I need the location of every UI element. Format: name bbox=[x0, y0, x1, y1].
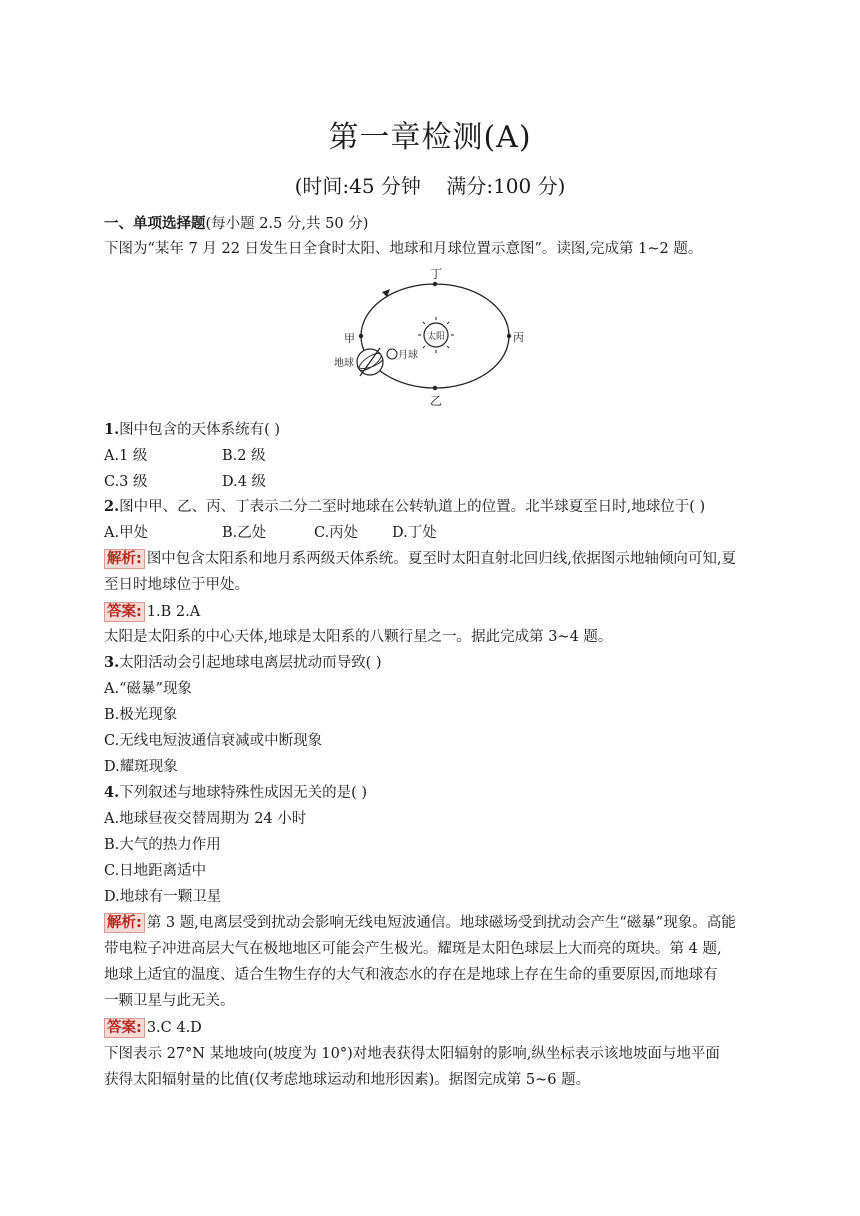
position-yi-dot bbox=[433, 386, 437, 390]
question-number: 4. bbox=[104, 784, 120, 801]
analysis-tag: 解析: bbox=[104, 549, 145, 569]
orbit-diagram bbox=[330, 262, 540, 412]
option-c: C.丙处 bbox=[314, 525, 359, 541]
label-jia: 甲 bbox=[344, 332, 355, 345]
label-yi: 乙 bbox=[430, 394, 443, 408]
option-d: D.丁处 bbox=[392, 525, 437, 541]
analysis-1-line-2: 至日时地球位于甲处。 bbox=[104, 577, 249, 593]
intro-q1-2: 下图为“某年 7 月 22 日发生日全食时太阳、地球和月球位置示意图”。读图,完成第 1~2 题。 bbox=[104, 241, 703, 257]
option-d: D.耀斑现象 bbox=[104, 759, 178, 775]
question-4 bbox=[104, 780, 756, 806]
option-a: A.“磁暴”现象 bbox=[104, 681, 192, 697]
question-2 bbox=[104, 494, 756, 520]
label-earth: 地球 bbox=[334, 358, 354, 369]
option-b: B.乙处 bbox=[222, 525, 267, 541]
option-b: B.2 级 bbox=[222, 448, 266, 464]
analysis-2-line-1 bbox=[104, 910, 756, 936]
analysis-tag: 解析: bbox=[104, 913, 145, 933]
question-stem: 图中包含的天体系统有( ) bbox=[119, 422, 281, 438]
option-c: C.无线电短波通信衰减或中断现象 bbox=[104, 733, 323, 749]
intro-q5-6-line-2: 获得太阳辐射量的比值(仅考虑地球运动和地形因素)。据图完成第 5~6 题。 bbox=[104, 1072, 591, 1088]
option-a: A.1 级 bbox=[104, 448, 148, 464]
option-a: A.地球昼夜交替周期为 24 小时 bbox=[104, 811, 307, 827]
question-number: 1. bbox=[104, 421, 120, 438]
moon-icon bbox=[387, 349, 397, 359]
analysis-2-line-4: 一颗卫星与此无关。 bbox=[104, 993, 235, 1009]
label-moon: 月球 bbox=[398, 350, 418, 361]
intro-q5-6-line-1: 下图表示 27°N 某地坡向(坡度为 10°)对地表获得太阳辐射的影响,纵坐标表示该地坡面与地平面 bbox=[104, 1046, 720, 1062]
option-c: C.日地距离适中 bbox=[104, 863, 207, 879]
analysis-2-line-3: 地球上适宜的温度、适合生物生存的大气和液态水的存在是地球上存在生命的重要原因,而地球有 bbox=[104, 967, 718, 983]
position-ding-dot bbox=[433, 282, 437, 286]
option-d: D.4 级 bbox=[222, 474, 267, 490]
option-a: A.甲处 bbox=[104, 525, 149, 541]
section-note: (每小题 2.5 分,共 50 分) bbox=[205, 216, 369, 232]
option-b: B.极光现象 bbox=[104, 707, 178, 723]
section-heading bbox=[104, 211, 756, 237]
option-d: D.地球有一颗卫星 bbox=[104, 889, 222, 905]
earth-icon bbox=[356, 348, 383, 376]
answer-2 bbox=[104, 1015, 756, 1041]
question-stem: 图中甲、乙、丙、丁表示二分二至时地球在公转轨道上的位置。北半球夏至日时,地球位于( ) bbox=[119, 499, 706, 515]
label-ding: 丁 bbox=[430, 267, 443, 281]
answer-text: 1.B 2.A bbox=[146, 604, 201, 620]
question-1 bbox=[104, 417, 756, 443]
question-number: 3. bbox=[104, 654, 120, 671]
answer-tag: 答案: bbox=[104, 602, 145, 622]
question-1-options-row1 bbox=[104, 443, 756, 469]
analysis-2-line-2: 带电粒子冲进高层大气在极地地区可能会产生极光。耀斑是太阳色球层上大而亮的斑块。第 4 题, bbox=[104, 941, 722, 957]
question-3 bbox=[104, 650, 756, 676]
option-c: C.3 级 bbox=[104, 474, 148, 490]
answer-1 bbox=[104, 599, 756, 625]
exam-time-score: (时间:45 分钟 满分:100 分) bbox=[294, 174, 566, 198]
analysis-text: 第 3 题,电离层受到扰动会影响无线电短波通信。地球磁场受到扰动会产生“磁暴”现象。高能 bbox=[146, 915, 736, 931]
question-stem: 太阳活动会引起地球电离层扰动而导致( ) bbox=[119, 655, 382, 671]
question-2-options bbox=[104, 520, 756, 546]
option-b: B.大气的热力作用 bbox=[104, 837, 221, 853]
question-1-options-row2 bbox=[104, 469, 756, 495]
position-jia-dot bbox=[359, 334, 363, 338]
answer-text: 3.C 4.D bbox=[146, 1020, 202, 1036]
position-bing-dot bbox=[507, 334, 511, 338]
section-title: 一、单项选择题 bbox=[104, 216, 206, 232]
analysis-1-line-1 bbox=[104, 546, 756, 572]
question-number: 2. bbox=[104, 498, 120, 515]
answer-tag: 答案: bbox=[104, 1018, 145, 1038]
intro-q3-4: 太阳是太阳系的中心天体,地球是太阳系的八颗行星之一。据此完成第 3~4 题。 bbox=[104, 629, 613, 645]
page-title: 第一章检测(A) bbox=[328, 120, 532, 155]
label-bing: 丙 bbox=[513, 331, 524, 344]
label-sun: 太阳 bbox=[427, 332, 446, 342]
analysis-text: 图中包含太阳系和地月系两级天体系统。夏至时太阳直射北回归线,依据图示地轴倾向可知,夏 bbox=[146, 551, 737, 567]
question-stem: 下列叙述与地球特殊性成因无关的是( ) bbox=[119, 785, 368, 801]
